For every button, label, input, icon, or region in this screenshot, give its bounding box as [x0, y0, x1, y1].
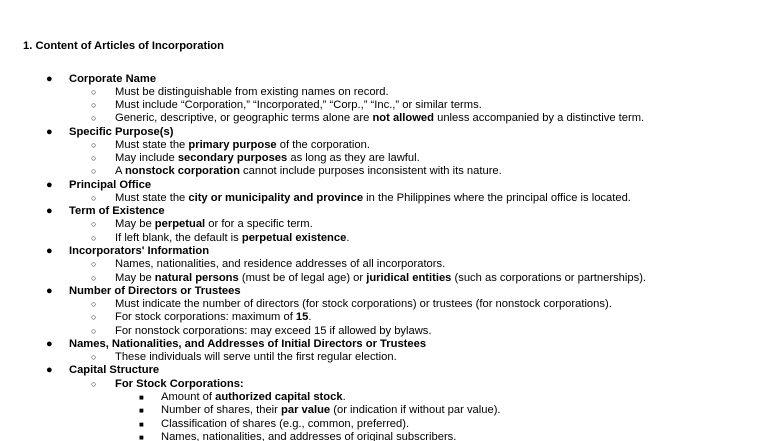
text-run: For stock corporations: maximum of	[115, 311, 296, 324]
bold-text: primary purpose	[188, 138, 277, 151]
bullet-marker-level-2: ○	[91, 325, 97, 336]
list-item	[115, 165, 502, 178]
bullet-marker-level-1: ●	[46, 205, 53, 218]
bold-text: Corporate Name	[69, 72, 157, 85]
text-run: Names, nationalities, and addresses of original subscribers.	[161, 430, 457, 441]
bullet-marker-level-3: ■	[139, 392, 144, 402]
bold-text: city or municipality and province	[188, 191, 364, 204]
text-run: cannot include purposes inconsistent with its nature.	[239, 165, 502, 178]
bold-text: For Stock Corporations:	[115, 377, 244, 390]
bold-text: authorized capital stock	[215, 390, 343, 403]
list-item	[115, 139, 370, 152]
bold-text: not allowed	[372, 112, 434, 125]
text-run: Must include “Corporation,” “Incorporated,” “Corp.,” “Inc.,” or similar terms.	[115, 99, 482, 112]
bold-text: nonstock corporation	[124, 165, 240, 178]
text-run: Classification of shares (e.g., common, preferred).	[161, 417, 410, 430]
list-item	[115, 311, 311, 324]
bullet-marker-level-2: ○	[91, 100, 97, 111]
text-run: Generic, descriptive, or geographic terms alone are	[115, 112, 373, 125]
list-item	[115, 272, 646, 285]
text-run: (such as corporations or partnerships).	[451, 271, 647, 284]
bullet-marker-level-1: ●	[46, 178, 53, 191]
section-title	[69, 126, 173, 139]
bullet-marker-level-2: ○	[91, 259, 97, 270]
text-run: unless accompanied by a distinctive term.	[433, 112, 645, 125]
bold-text: secondary purposes	[177, 152, 288, 165]
bullet-marker-level-1: ●	[46, 245, 53, 257]
text-run: A	[115, 165, 125, 178]
section-title	[69, 205, 165, 218]
text-run: .	[308, 311, 312, 324]
text-run: May be	[115, 218, 155, 231]
bold-text: natural persons	[154, 271, 239, 284]
bold-text: juridical entities	[366, 271, 452, 284]
bold-text: Names, Nationalities, and Addresses of Initial Directors or Trustees	[69, 337, 427, 350]
text-run: .	[342, 390, 346, 403]
bold-text: par value	[281, 404, 331, 417]
text-run: Must state the	[115, 191, 189, 204]
bullet-marker-level-1: ●	[46, 284, 53, 297]
bullet-marker-level-2: ○	[91, 139, 97, 150]
section-heading: 1. Content of Articles of Incorporation	[23, 40, 224, 52]
text-run: Must indicate the number of directors (for stock corporations) or trustees (for nonstock corporations).	[115, 298, 612, 311]
text-run: These individuals will serve until the first regular election.	[115, 351, 397, 364]
list-item	[115, 351, 397, 364]
list-item	[115, 218, 313, 231]
text-run: Names, nationalities, and residence addresses of all incorporators.	[115, 258, 446, 271]
bold-text: Incorporators' Information	[69, 245, 210, 257]
bold-text: 15	[295, 311, 309, 324]
bullet-marker-level-2: ○	[91, 299, 97, 310]
text-run: or for a specific term.	[205, 218, 313, 231]
bullet-marker-level-2: ○	[91, 272, 97, 283]
section-title	[69, 73, 156, 86]
text-run: Must be distinguishable from existing names on record.	[115, 85, 389, 98]
list-item	[115, 99, 482, 112]
bullet-marker-level-2: ○	[91, 232, 97, 243]
text-run: Number of shares, their	[161, 404, 282, 417]
bullet-marker-level-2: ○	[91, 166, 97, 177]
list-item	[115, 258, 445, 271]
bullet-marker-level-1: ●	[46, 125, 53, 138]
bold-text: Principal Office	[69, 178, 152, 191]
text-run: May include	[115, 152, 178, 165]
list-item	[115, 152, 420, 165]
list-item	[115, 232, 349, 245]
bullet-marker-level-3: ■	[139, 419, 144, 429]
text-run: (or indication if without par value).	[330, 404, 501, 417]
text-run: .	[346, 231, 350, 244]
list-item	[161, 431, 456, 441]
bullet-marker-level-2: ○	[91, 219, 97, 230]
text-run: as long as they are lawful.	[287, 152, 420, 165]
bold-text: perpetual	[154, 218, 206, 231]
text-run: If left blank, the default is	[115, 231, 242, 244]
bold-text: Term of Existence	[69, 205, 165, 218]
bullet-marker-level-2: ○	[91, 312, 97, 323]
bullet-marker-level-2: ○	[91, 352, 97, 363]
section-title	[69, 179, 151, 192]
bullet-marker-level-2: ○	[91, 113, 97, 124]
bullet-marker-level-1: ●	[46, 72, 53, 85]
text-run: of the corporation.	[276, 138, 370, 151]
text-run: in the Philippines where the principal office is located.	[363, 191, 631, 204]
bullet-marker-level-3: ■	[139, 432, 144, 441]
list-item	[115, 325, 432, 338]
list-item	[115, 298, 612, 311]
text-run: For nonstock corporations: may exceed 15 if allowed by bylaws.	[115, 324, 432, 337]
text-run: Amount of	[161, 390, 216, 403]
bold-text: Number of Directors or Trustees	[69, 284, 241, 297]
bullet-marker-level-3: ■	[139, 406, 144, 416]
section-title	[69, 245, 209, 258]
bullet-marker-level-2: ○	[91, 86, 97, 97]
text-run: Must state the	[115, 138, 189, 151]
bold-text: Specific Purpose(s)	[69, 125, 174, 138]
text-run: May be	[115, 271, 155, 284]
list-item	[161, 391, 346, 404]
list-item	[161, 404, 501, 417]
list-item	[115, 86, 389, 99]
section-title	[69, 285, 241, 298]
list-item	[161, 418, 409, 431]
bold-text: perpetual existence	[241, 231, 347, 244]
bold-text: Capital Structure	[69, 364, 160, 377]
bullet-marker-level-2: ○	[91, 153, 97, 164]
bullet-marker-level-1: ●	[46, 364, 53, 377]
list-item	[115, 192, 631, 205]
bullet-marker-level-1: ●	[46, 337, 53, 350]
text-run: (must be of legal age) or	[238, 271, 367, 284]
subsection-title	[115, 378, 244, 391]
list-item	[115, 112, 644, 125]
section-title	[69, 364, 159, 377]
bullet-marker-level-2: ○	[91, 192, 97, 203]
section-title	[69, 338, 426, 351]
bullet-marker-level-2: ○	[91, 378, 97, 389]
